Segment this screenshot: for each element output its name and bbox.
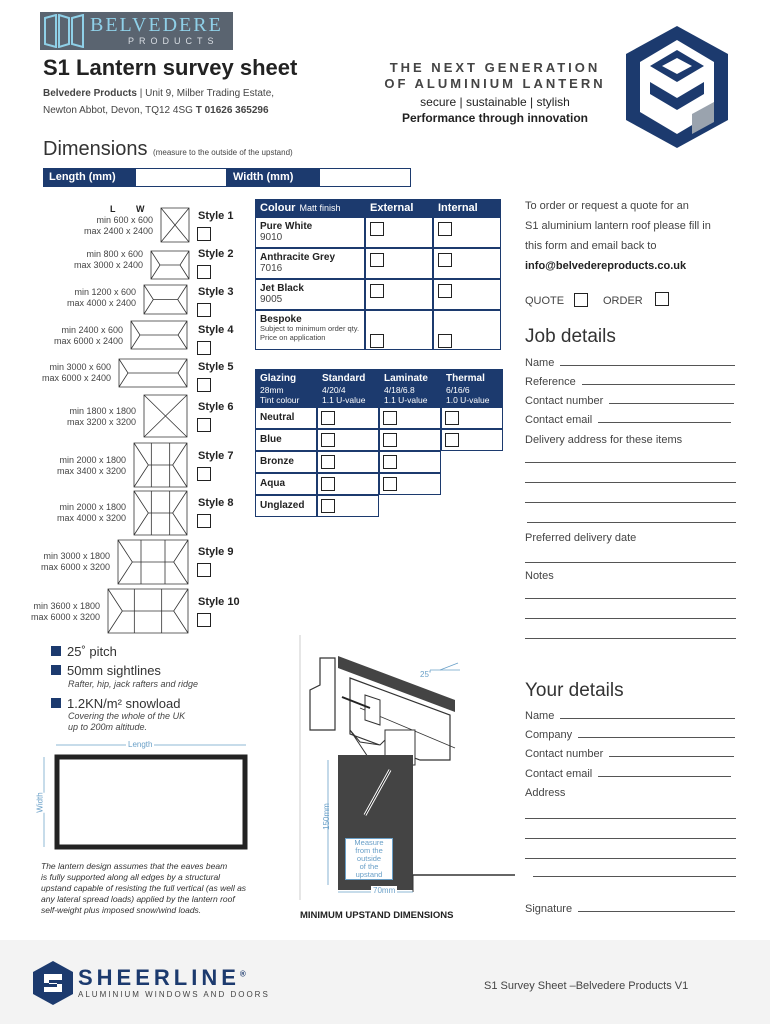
order-intro-1: To order or request a quote for an xyxy=(525,200,689,212)
style-checkbox[interactable] xyxy=(197,227,211,241)
glazing-row-name: Blue xyxy=(260,434,282,445)
style-max: max 6000 x 2400 xyxy=(53,336,123,346)
bullet-icon xyxy=(51,698,61,708)
form-field-input[interactable] xyxy=(598,414,731,423)
glazing-checkbox[interactable] xyxy=(321,477,335,491)
col-w-label: W xyxy=(136,204,145,214)
style-checkbox[interactable] xyxy=(197,467,211,481)
style-checkbox[interactable] xyxy=(197,613,211,627)
lantern-style-8-icon xyxy=(133,490,188,536)
s1-logo-icon xyxy=(622,22,732,152)
blank-line[interactable] xyxy=(525,482,736,483)
colour-code: 9005 xyxy=(260,294,283,305)
order-email[interactable]: info@belvedereproducts.co.uk xyxy=(525,260,687,272)
style-checkbox[interactable] xyxy=(197,563,211,577)
colour-code: 7016 xyxy=(260,263,283,274)
glazing-col-u: 1.1 U-value xyxy=(384,395,428,405)
colour-header xyxy=(260,202,340,214)
style-name: Style 4 xyxy=(198,324,234,336)
blank-line[interactable] xyxy=(525,818,736,819)
feature-pitch xyxy=(51,644,117,659)
form-field xyxy=(525,532,636,544)
glazing-header-sub1: 28mm xyxy=(260,385,284,395)
glazing-col-spec: 4/20/4 xyxy=(322,385,346,395)
order-label: ORDER xyxy=(603,295,643,307)
plan-note-1: The lantern design assumes that the eaves beam xyxy=(41,861,228,871)
form-field-label: Preferred delivery date xyxy=(525,532,637,544)
tagline-3: secure | sustainable | stylish xyxy=(420,95,570,109)
external-checkbox[interactable] xyxy=(370,284,384,298)
style-max: max 3400 x 3200 xyxy=(56,466,126,476)
order-checkbox[interactable] xyxy=(655,292,669,306)
form-field-label: Notes xyxy=(525,570,554,582)
quote-label: QUOTE xyxy=(525,295,565,307)
glazing-checkbox[interactable] xyxy=(383,477,397,491)
plan-width-label: Width xyxy=(35,792,45,813)
sheerline-name: SHEERLINE xyxy=(78,965,240,990)
lantern-style-9-icon xyxy=(117,539,189,585)
style-max: max 6000 x 2400 xyxy=(41,373,111,383)
style-checkbox[interactable] xyxy=(197,341,211,355)
blank-line[interactable] xyxy=(533,876,736,877)
feature-snowload-sub1: Covering the whole of the UK xyxy=(68,711,186,721)
external-checkbox[interactable] xyxy=(370,222,384,236)
glazing-row-name: Aqua xyxy=(260,478,285,489)
glazing-col-name: Laminate xyxy=(384,373,428,384)
blank-line[interactable] xyxy=(525,858,736,859)
quote-checkbox[interactable] xyxy=(574,293,588,307)
style-min: min 2000 x 1800 xyxy=(59,502,126,512)
external-checkbox[interactable] xyxy=(370,334,384,348)
style-name: Style 7 xyxy=(198,450,234,462)
style-max: max 3200 x 3200 xyxy=(66,417,136,427)
form-field-label: Contact email xyxy=(525,414,593,426)
dimensions-heading xyxy=(43,138,293,161)
form-field-label: Delivery address for these items xyxy=(525,434,683,446)
glazing-col-spec: 4/18/6.8 xyxy=(384,385,415,395)
measure-2: from the xyxy=(355,846,383,855)
style-max: max 3000 x 2400 xyxy=(73,260,143,270)
plan-diagram xyxy=(36,738,286,856)
glazing-row-name: Neutral xyxy=(260,412,295,423)
form-field xyxy=(525,903,735,915)
style-checkbox[interactable] xyxy=(197,378,211,392)
width-label: Width (mm) xyxy=(227,168,319,187)
section-height-label: 150mm xyxy=(321,803,331,830)
section-measure-note xyxy=(345,838,393,880)
form-field-label: Signature xyxy=(525,903,573,915)
blank-line[interactable] xyxy=(525,598,736,599)
lantern-style-4-icon xyxy=(130,320,188,350)
glazing-header: Glazing xyxy=(260,373,297,384)
length-input[interactable] xyxy=(135,168,227,187)
dimensions-title: Dimensions xyxy=(43,138,148,160)
lantern-style-5-icon xyxy=(118,358,188,388)
col-external: External xyxy=(370,202,414,214)
belvedere-brand: BELVEDERE xyxy=(90,14,223,36)
colour-name: Pure White xyxy=(260,221,313,232)
style-min: min 2400 x 600 xyxy=(61,325,123,335)
lantern-style-10-icon xyxy=(107,588,189,634)
plan-note xyxy=(41,861,246,916)
glazing-checkbox[interactable] xyxy=(383,433,397,447)
style-name: Style 2 xyxy=(198,248,234,260)
form-field-input[interactable] xyxy=(578,729,735,738)
lantern-style-3-icon xyxy=(143,284,188,315)
upstand-section-diagram xyxy=(290,630,520,905)
form-field-label: Reference xyxy=(525,376,576,388)
glazing-checkbox[interactable] xyxy=(321,433,335,447)
style-min: min 2000 x 1800 xyxy=(59,455,126,465)
colour-header-sub: Matt finish xyxy=(299,203,341,213)
feature-snowload-sub2: up to 200m altitude. xyxy=(68,722,148,732)
glazing-row-name: Bronze xyxy=(260,456,294,467)
phone-label: T xyxy=(195,105,202,116)
form-field-input[interactable] xyxy=(609,748,734,757)
form-field-input[interactable] xyxy=(578,903,735,912)
bullet-icon xyxy=(51,646,61,656)
form-field-label: Address xyxy=(525,787,566,799)
section-width-label: 70mm xyxy=(373,886,396,895)
blank-line[interactable] xyxy=(525,562,736,563)
external-checkbox[interactable] xyxy=(370,253,384,267)
measure-3: outside xyxy=(356,854,382,863)
glazing-checkbox[interactable] xyxy=(445,411,459,425)
style-max: max 4000 x 2400 xyxy=(66,298,136,308)
glazing-header-sub2: Tint colour xyxy=(260,395,300,405)
order-intro xyxy=(525,196,711,276)
blank-line[interactable] xyxy=(527,522,736,523)
blank-line[interactable] xyxy=(525,638,736,639)
order-intro-2: S1 aluminium lantern roof please fill in xyxy=(525,220,711,232)
form-field xyxy=(525,434,682,446)
form-field-label: Name xyxy=(525,357,555,369)
glazing-col-name: Standard xyxy=(322,373,366,384)
glazing-col-spec: 6/16/6 xyxy=(446,385,470,395)
style-min: min 1200 x 600 xyxy=(74,287,136,297)
sheerline-logo-icon xyxy=(32,960,74,1006)
plan-note-5: self-weight plus imposed snow/wind loads. xyxy=(41,905,202,915)
feature-sightlines xyxy=(51,663,161,678)
lantern-style-2-icon xyxy=(150,250,190,280)
dimensions-note: (measure to the outside of the upstand) xyxy=(153,148,293,157)
form-field xyxy=(525,414,731,426)
form-field xyxy=(525,729,735,741)
style-name: Style 1 xyxy=(198,210,234,222)
style-min: min 3000 x 1800 xyxy=(43,551,110,561)
address-town: Newton Abbot, Devon, TQ12 4SG xyxy=(43,105,193,116)
plan-note-3: upstand capable of resisting the full vertical (as well as xyxy=(41,883,247,893)
col-l-label: L xyxy=(110,204,116,214)
feature-snowload xyxy=(51,696,180,711)
glazing-checkbox[interactable] xyxy=(321,411,335,425)
sheerline-brand xyxy=(78,965,250,991)
blank-line[interactable] xyxy=(525,502,736,503)
style-name: Style 3 xyxy=(198,286,234,298)
glazing-col-u: 1.0 U-value xyxy=(446,395,490,405)
plan-note-4: any lateral spread loads) applied by the lantern roof xyxy=(41,894,235,904)
form-field xyxy=(525,710,735,722)
style-checkbox[interactable] xyxy=(197,418,211,432)
style-min: min 600 x 600 xyxy=(96,215,153,225)
glazing-col-u: 1.1 U-value xyxy=(322,395,366,405)
page-title: S1 Lantern survey sheet xyxy=(43,55,298,80)
internal-checkbox[interactable] xyxy=(438,253,452,267)
your-heading: Your details xyxy=(525,680,624,701)
style-max: max 6000 x 3200 xyxy=(40,562,110,572)
style-min: min 3600 x 1800 xyxy=(33,601,100,611)
form-field xyxy=(525,376,735,388)
plan-note-2: is fully supported along all edges by a structural xyxy=(41,872,221,882)
glazing-checkbox[interactable] xyxy=(383,455,397,469)
length-label: Length (mm) xyxy=(43,168,135,187)
form-field xyxy=(525,787,565,799)
blank-line[interactable] xyxy=(525,618,736,619)
measure-5: upstand xyxy=(355,870,383,879)
lantern-style-7-icon xyxy=(133,442,188,488)
job-heading: Job details xyxy=(525,326,616,347)
section-caption: MINIMUM UPSTAND DIMENSIONS xyxy=(300,910,454,921)
address-rest: | Unit 9, Milber Trading Estate, xyxy=(136,88,275,99)
style-name: Style 9 xyxy=(198,546,234,558)
form-field xyxy=(525,570,554,582)
colour-code: 9010 xyxy=(260,232,283,243)
measure-4: of the xyxy=(359,862,379,871)
style-checkbox[interactable] xyxy=(197,265,211,279)
internal-checkbox[interactable] xyxy=(438,334,452,348)
form-field-input[interactable] xyxy=(598,768,731,777)
style-name: Style 8 xyxy=(198,497,234,509)
feature-pitch-text: 25˚ pitch xyxy=(67,644,117,659)
feature-sightlines-text: 50mm sightlines xyxy=(67,663,161,678)
glazing-checkbox[interactable] xyxy=(321,455,335,469)
style-max: max 6000 x 3200 xyxy=(30,612,100,622)
tagline-4: Performance through innovation xyxy=(401,111,588,125)
form-field xyxy=(525,768,731,780)
feature-snowload-text: 1.2KN/m² snowload xyxy=(67,696,181,711)
col-internal: Internal xyxy=(438,202,478,214)
form-field-label: Name xyxy=(525,710,555,722)
form-field-input[interactable] xyxy=(609,395,734,404)
measure-1: Measure xyxy=(354,838,384,847)
footer-ref: S1 Survey Sheet –Belvedere Products V1 xyxy=(484,980,689,992)
form-field-label: Contact number xyxy=(525,748,604,760)
style-max: max 4000 x 3200 xyxy=(56,513,126,523)
style-name: Style 5 xyxy=(198,361,234,373)
sheerline-reg: ® xyxy=(239,969,250,979)
form-field xyxy=(525,748,734,760)
style-checkbox[interactable] xyxy=(197,303,211,317)
tagline-1: THE NEXT GENERATION xyxy=(389,60,601,75)
style-min: min 1800 x 1800 xyxy=(69,406,136,416)
belvedere-brand-sub: PRODUCTS xyxy=(128,36,219,46)
style-min: min 800 x 600 xyxy=(86,249,143,259)
window-icon xyxy=(42,14,86,48)
form-field xyxy=(525,357,735,369)
glazing-checkbox[interactable] xyxy=(383,411,397,425)
address-line1 xyxy=(43,88,274,99)
colour-code: Subject to minimum order qty. Price on application xyxy=(260,324,360,342)
style-max: max 2400 x 2400 xyxy=(83,226,153,236)
glazing-checkbox[interactable] xyxy=(445,433,459,447)
tagline-2: OF ALUMINIUM LANTERN xyxy=(384,76,606,91)
internal-checkbox[interactable] xyxy=(438,222,452,236)
phone-number: 01626 365296 xyxy=(204,105,269,116)
form-field-input[interactable] xyxy=(582,376,735,385)
bullet-icon xyxy=(51,665,61,675)
form-field-input[interactable] xyxy=(560,357,735,366)
form-field-label: Contact number xyxy=(525,395,604,407)
style-checkbox[interactable] xyxy=(197,514,211,528)
blank-line[interactable] xyxy=(525,462,736,463)
belvedere-logo xyxy=(40,12,233,50)
form-field-label: Company xyxy=(525,729,573,741)
order-intro-3: this form and email back to xyxy=(525,240,657,252)
glazing-col-name: Thermal xyxy=(446,373,485,384)
colour-header-label: Colour xyxy=(260,202,296,214)
feature-sightlines-sub: Rafter, hip, jack rafters and ridge xyxy=(68,679,199,689)
form-field-label: Contact email xyxy=(525,768,593,780)
lantern-style-1-icon xyxy=(160,207,190,243)
width-input[interactable] xyxy=(319,168,411,187)
colour-name: Jet Black xyxy=(260,283,304,294)
glazing-row-name: Unglazed xyxy=(260,500,305,511)
lantern-style-6-icon xyxy=(143,394,188,438)
colour-name: Bespoke xyxy=(260,314,302,325)
sheerline-sub: ALUMINIUM WINDOWS AND DOORS xyxy=(78,990,270,999)
style-min: min 3000 x 600 xyxy=(49,362,111,372)
address-line2 xyxy=(43,105,269,116)
style-name: Style 6 xyxy=(198,401,234,413)
form-field-input[interactable] xyxy=(560,710,735,719)
form-field xyxy=(525,395,734,407)
address-company: Belvedere Products xyxy=(43,88,137,99)
colour-name: Anthracite Grey xyxy=(260,252,336,263)
style-name: Style 10 xyxy=(198,596,240,608)
plan-length-label: Length xyxy=(128,740,153,749)
section-angle-label: 25˚ xyxy=(420,670,432,679)
glazing-checkbox[interactable] xyxy=(321,499,335,513)
blank-line[interactable] xyxy=(525,838,736,839)
internal-checkbox[interactable] xyxy=(438,284,452,298)
